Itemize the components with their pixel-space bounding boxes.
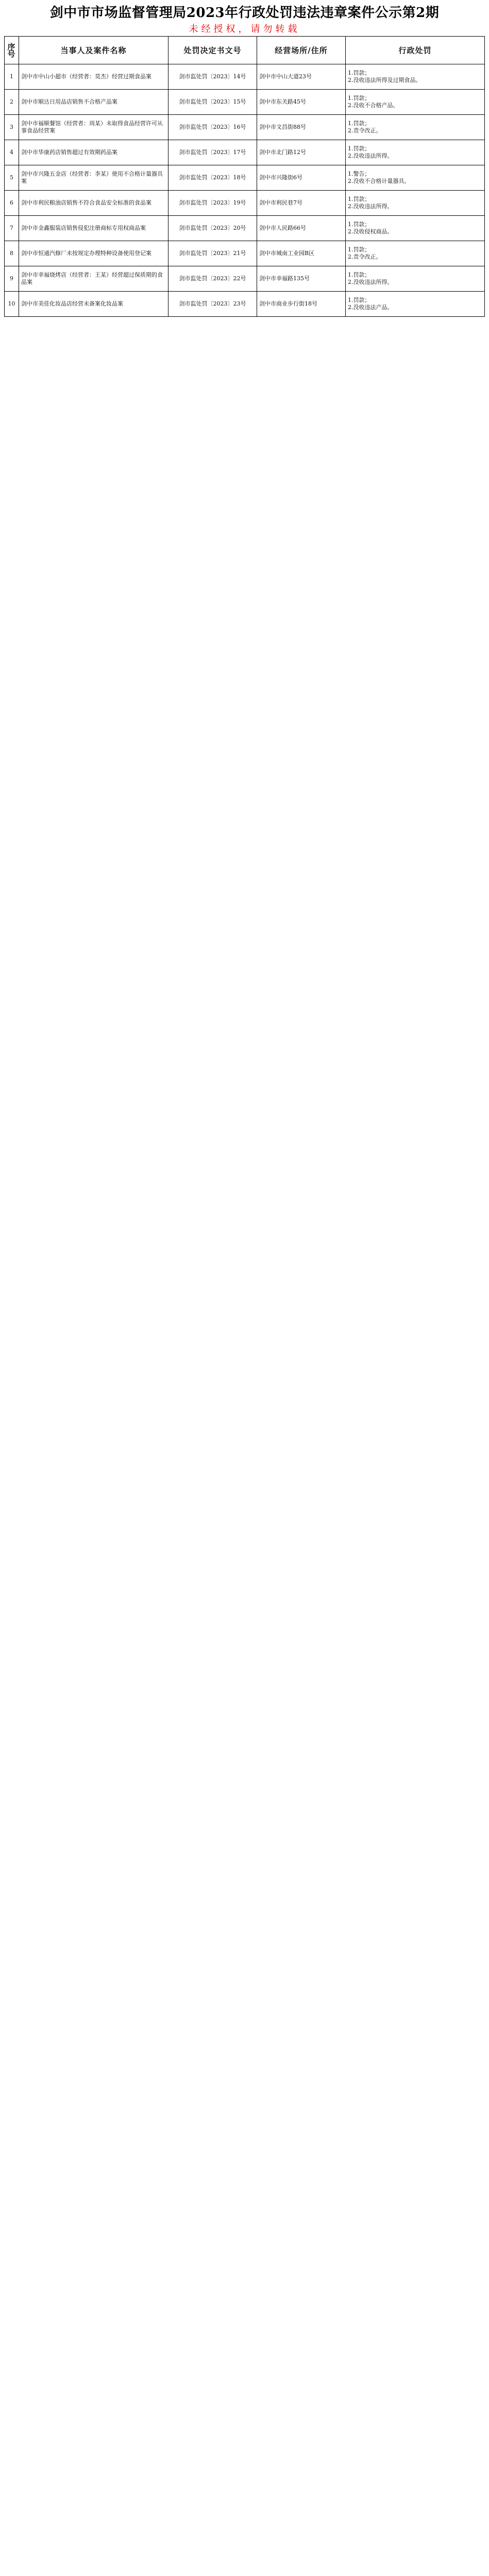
penalty-item: 1.罚款； [348,246,370,253]
penalty-item: 2.没收不合格计量器具。 [348,178,410,184]
party-name: 剑中市中山小超市（经营者：莫杰）经营过期食品案 [19,64,168,90]
table-row [5,241,485,266]
decision-number: 剑市监处罚〔2023〕19号 [168,191,257,216]
business-address: 剑中市城南工业园B区 [257,241,346,266]
penalty-item: 1.罚款； [348,297,370,303]
business-address: 剑中市兴隆街6号 [257,165,346,191]
decision-number: 剑市监处罚〔2023〕22号 [168,266,257,292]
row-number: 8 [5,241,19,266]
watermark-notice: 未经授权，请勿转载 [189,24,300,35]
table-row [5,140,485,165]
decision-number: 剑市监处罚〔2023〕21号 [168,241,257,266]
penalty-cell [346,115,485,140]
penalty-cell [346,140,485,165]
penalty-item: 2.责令改正。 [348,253,382,260]
party-name: 剑中市美佳化妆品店经营未备案化妆品案 [19,292,168,317]
business-address: 剑中市东关路45号 [257,90,346,115]
header-address: 经营场所/住所 [257,37,346,64]
penalty-cell [346,64,485,90]
row-number: 2 [5,90,19,115]
table-row [5,292,485,317]
party-name: 剑中市华康药店销售超过有效期药品案 [19,140,168,165]
penalty-cell [346,292,485,317]
business-address: 剑中市人民路66号 [257,216,346,241]
party-name: 剑中市恒通汽修厂未按规定办理特种设备使用登记案 [19,241,168,266]
party-name: 剑中市利民粮油店销售不符合食品安全标准的食品案 [19,191,168,216]
penalty-item: 2.没收违法所得。 [348,279,393,285]
party-name: 剑中市顺达日用品店销售不合格产品案 [19,90,168,115]
penalty-item: 1.罚款； [348,95,370,101]
penalty-cell [346,165,485,191]
party-name: 剑中市福顺餐馆（经营者：周某）未取得食品经营许可从事食品经营案 [19,115,168,140]
table-body [5,64,485,317]
decision-number: 剑市监处罚〔2023〕16号 [168,115,257,140]
decision-number: 剑市监处罚〔2023〕14号 [168,64,257,90]
penalty-cell [346,241,485,266]
row-number: 3 [5,115,19,140]
header-penalty: 行政处罚 [346,37,485,64]
table-row [5,64,485,90]
decision-number: 剑市监处罚〔2023〕20号 [168,216,257,241]
penalty-item: 1.罚款； [348,221,370,228]
table-row [5,216,485,241]
business-address: 剑中市利民巷7号 [257,191,346,216]
penalty-item: 2.没收不合格产品。 [348,102,399,109]
party-name: 剑中市兴隆五金店（经营者：李某）使用不合格计量器具案 [19,165,168,191]
business-address: 剑中市文昌街88号 [257,115,346,140]
penalty-item: 2.没收侵权商品。 [348,228,393,235]
penalty-cell [346,266,485,292]
penalty-item: 1.罚款； [348,196,370,202]
penalty-item: 2.没收违法所得。 [348,203,393,210]
business-address: 剑中市幸福路135号 [257,266,346,292]
penalty-item: 2.没收违法产品。 [348,304,393,311]
decision-number: 剑市监处罚〔2023〕17号 [168,140,257,165]
table-row [5,191,485,216]
penalty-item: 2.责令改正。 [348,127,382,134]
penalty-item: 1.罚款； [348,120,370,127]
row-number: 4 [5,140,19,165]
party-name: 剑中市幸福烧烤店（经营者：王某）经营超过保质期的食品案 [19,266,168,292]
table-row [5,90,485,115]
row-number: 5 [5,165,19,191]
penalty-item: 1.警告； [348,171,370,177]
row-number: 1 [5,64,19,90]
business-address: 剑中市商业步行街18号 [257,292,346,317]
penalty-cell [346,90,485,115]
penalty-item: 1.罚款； [348,70,370,76]
decision-number: 剑市监处罚〔2023〕18号 [168,165,257,191]
party-name: 剑中市金鑫服装店销售侵犯注册商标专用权商品案 [19,216,168,241]
row-number: 10 [5,292,19,317]
table-row [5,165,485,191]
business-address: 剑中市北门路12号 [257,140,346,165]
row-number: 6 [5,191,19,216]
row-number: 9 [5,266,19,292]
header-doc: 处罚决定书文号 [168,37,257,64]
penalty-item: 1.罚款； [348,272,370,278]
penalty-table [4,36,485,317]
penalty-cell [346,191,485,216]
row-number: 7 [5,216,19,241]
penalty-item: 1.罚款； [348,145,370,152]
table-row [5,115,485,140]
header-party: 当事人及案件名称 [19,37,168,64]
decision-number: 剑市监处罚〔2023〕23号 [168,292,257,317]
business-address: 剑中市中山大道23号 [257,64,346,90]
header-no: 序号 [5,37,19,64]
decision-number: 剑市监处罚〔2023〕15号 [168,90,257,115]
penalty-item: 2.没收违法所得及过期食品。 [348,77,421,83]
page-title: 剑中市市场监督管理局2023年行政处罚违法违章案件公示第2期 [49,5,440,21]
table-row [5,266,485,292]
table-header-row [5,37,485,64]
penalty-item: 2.没收违法所得。 [348,152,393,159]
penalty-cell [346,216,485,241]
